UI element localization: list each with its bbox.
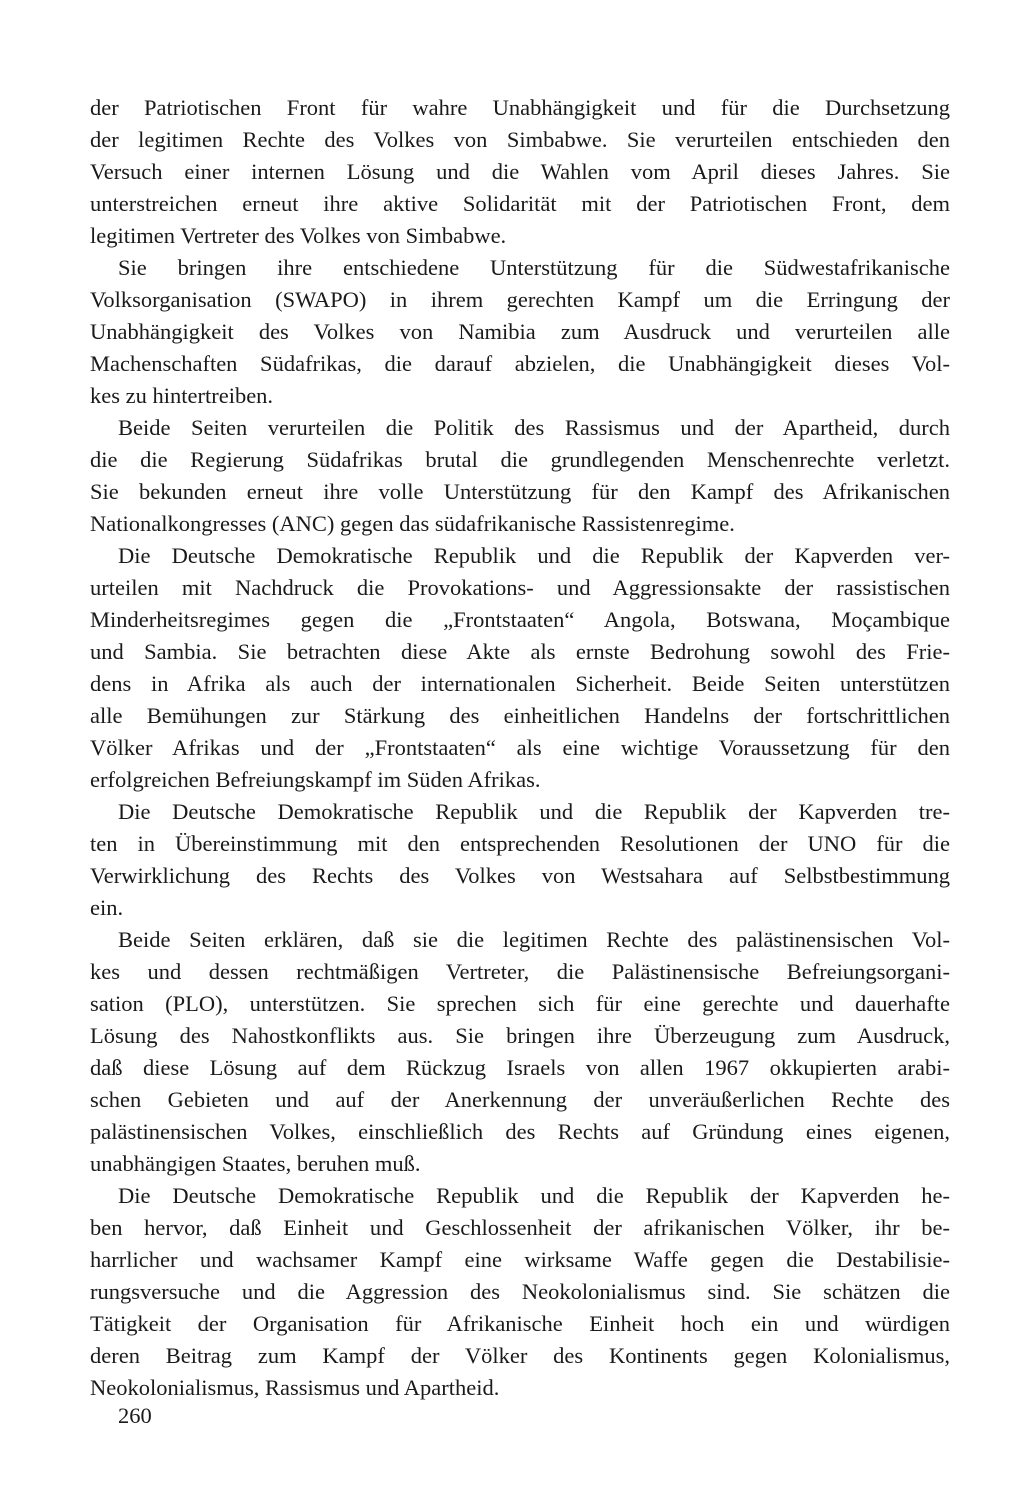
text-line: unterstreichen erneut ihre aktive Solidarität mit der Patriotischen Front, dem — [90, 191, 950, 216]
paragraph-4 — [90, 540, 950, 796]
text-line: alle Bemühungen zur Stärkung des einheitlichen Handelns der fortschrittlichen — [90, 703, 950, 728]
paragraph-1 — [90, 92, 950, 252]
text-line: der Patriotischen Front für wahre Unabhängigkeit und für die Durchsetzung — [90, 95, 950, 120]
text-line: kes und dessen rechtmäßigen Vertreter, die Palästinensische Befreiungsorgani- — [90, 959, 950, 984]
page-number: 260 — [118, 1403, 152, 1428]
text-line: harrlicher und wachsamer Kampf eine wirksame Waffe gegen die Destabilisie- — [90, 1247, 950, 1272]
text-line: ein. — [90, 895, 124, 920]
text-line: schen Gebieten und auf der Anerkennung der unveräußerlichen Rechte des — [90, 1087, 950, 1112]
paragraph-3 — [90, 412, 950, 540]
paragraph-2 — [90, 252, 950, 412]
text-line: ten in Übereinstimmung mit den entsprechenden Resolutionen der UNO für die — [90, 831, 950, 856]
text-line: und Sambia. Sie betrachten diese Akte als ernste Bedrohung sowohl des Frie- — [90, 639, 950, 664]
page-body — [90, 92, 950, 1404]
paragraph-5 — [90, 796, 950, 924]
paragraph-7 — [90, 1180, 950, 1404]
paragraph-6 — [90, 924, 950, 1180]
text-line: Machenschaften Südafrikas, die darauf abzielen, die Unabhängigkeit dieses Vol- — [90, 351, 950, 376]
text-line: Beide Seiten verurteilen die Politik des Rassismus und der Apartheid, durch — [118, 415, 950, 440]
text-line: Versuch einer internen Lösung und die Wahlen vom April dieses Jahres. Sie — [90, 159, 950, 184]
text-line: Die Deutsche Demokratische Republik und die Republik der Kapverden he- — [118, 1183, 950, 1208]
text-line: kes zu hintertreiben. — [90, 383, 274, 408]
text-line: deren Beitrag zum Kampf der Völker des Kontinents gegen Kolonialismus, — [90, 1343, 950, 1368]
text-line: Verwirklichung des Rechts des Volkes von Westsahara auf Selbstbestimmung — [90, 863, 950, 888]
text-line: sation (PLO), unterstützen. Sie sprechen sich für eine gerechte und dauerhafte — [90, 991, 950, 1016]
text-line: Die Deutsche Demokratische Republik und die Republik der Kapverden tre- — [118, 799, 950, 824]
text-line: unabhängigen Staates, beruhen muß. — [90, 1151, 421, 1176]
text-line: Nationalkongresses (ANC) gegen das südafrikanische Rassistenregime. — [90, 511, 735, 536]
text-line: Lösung des Nahostkonflikts aus. Sie bringen ihre Überzeugung zum Ausdruck, — [90, 1023, 950, 1048]
text-line: daß diese Lösung auf dem Rückzug Israels von allen 1967 okkupierten arabi- — [90, 1055, 950, 1080]
text-line: palästinensischen Volkes, einschließlich des Rechts auf Gründung eines eigenen, — [90, 1119, 950, 1144]
text-line: ben hervor, daß Einheit und Geschlossenheit der afrikanischen Völker, ihr be- — [90, 1215, 950, 1240]
text-line: Sie bringen ihre entschiedene Unterstützung für die Südwestafrikanische — [118, 255, 950, 280]
text-line: Tätigkeit der Organisation für Afrikanische Einheit hoch ein und würdigen — [90, 1311, 950, 1336]
text-line: die die Regierung Südafrikas brutal die grundlegenden Menschenrechte verletzt. — [90, 447, 950, 472]
text-line: Minderheitsregimes gegen die „Frontstaaten“ Angola, Botswana, Moçambique — [90, 607, 950, 632]
text-line: rungsversuche und die Aggression des Neokolonialismus sind. Sie schätzen die — [90, 1279, 950, 1304]
text-line: Beide Seiten erklären, daß sie die legitimen Rechte des palästinensischen Vol- — [118, 927, 950, 952]
text-line: Volksorganisation (SWAPO) in ihrem gerechten Kampf um die Erringung der — [90, 287, 950, 312]
text-line: Völker Afrikas und der „Frontstaaten“ als eine wichtige Voraussetzung für den — [90, 735, 950, 760]
text-line: Unabhängigkeit des Volkes von Namibia zum Ausdruck und verurteilen alle — [90, 319, 950, 344]
text-line: dens in Afrika als auch der internationalen Sicherheit. Beide Seiten unterstützen — [90, 671, 950, 696]
text-line: Neokolonialismus, Rassismus und Apartheid. — [90, 1375, 500, 1400]
text-line: der legitimen Rechte des Volkes von Simbabwe. Sie verurteilen entschieden den — [90, 127, 950, 152]
text-line: Sie bekunden erneut ihre volle Unterstützung für den Kampf des Afrikanischen — [90, 479, 950, 504]
text-line: erfolgreichen Befreiungskampf im Süden Afrikas. — [90, 767, 541, 792]
text-line: legitimen Vertreter des Volkes von Simbabwe. — [90, 223, 507, 248]
text-line: Die Deutsche Demokratische Republik und die Republik der Kapverden ver- — [118, 543, 950, 568]
text-line: urteilen mit Nachdruck die Provokations- und Aggressionsakte der rassistischen — [90, 575, 950, 600]
